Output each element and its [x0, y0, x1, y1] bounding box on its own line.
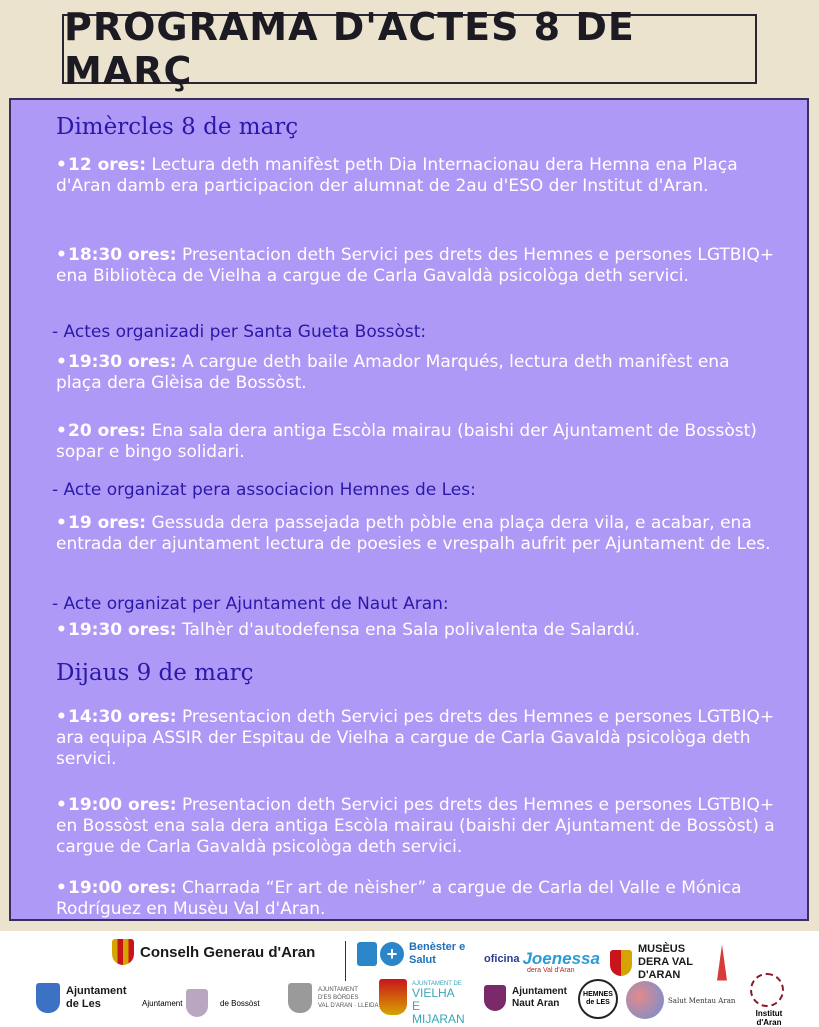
- program-item: [56, 352, 776, 394]
- naut-text: Ajuntament Naut Aran: [512, 986, 567, 1009]
- title-box: [62, 5, 757, 93]
- institut-text: Institut d'Aran: [755, 1009, 783, 1027]
- program-item: [56, 795, 776, 858]
- vielha-text: [412, 981, 465, 1026]
- conselh-logo: [112, 939, 315, 965]
- item-time: 18:30 ores:: [68, 245, 177, 265]
- les-logo: [36, 983, 136, 1013]
- bullet: •: [56, 245, 67, 265]
- vielha-b: VIELHA E MIJARAN: [412, 986, 465, 1026]
- bordes-a: AJUNTAMENT: [318, 987, 358, 993]
- bossost-text-a: Ajuntament: [142, 999, 183, 1008]
- program-item: [56, 513, 776, 555]
- naut-shield-icon: [484, 985, 506, 1011]
- salut-text: Salut Mentau Aran: [668, 997, 736, 1005]
- item-text: Presentacion deth Servici pes drets des Hemnes e persones LGTBIQ+ ara equipa ASSIR der Espitau de Vielha a cargue de Carla Gavaldà psicològa deth servici.: [56, 707, 775, 769]
- program-item: [56, 707, 776, 770]
- item-time: 19:00 ores:: [68, 878, 177, 898]
- benester-logo: [357, 941, 471, 967]
- subheader: - Actes organizadi per Santa Gueta Bossòst:: [52, 322, 427, 342]
- item-time: 14:30 ores:: [68, 707, 177, 727]
- joenessa-prefix: oficina: [484, 953, 520, 965]
- item-text: A cargue deth baile Amador Marqués, lectura deth manifèst ena plaça dera Glèisa de Bossòst.: [56, 352, 730, 393]
- museus-logo: [610, 943, 727, 982]
- museus-text: MUSÈUS DERA VAL D'ARAN: [638, 943, 693, 981]
- item-text: Talhèr d'autodefensa ena Sala polivalenta de Salardú.: [176, 620, 641, 640]
- les-text: Ajuntament de Les: [66, 985, 127, 1010]
- bordes-b: D'ES BÒRDES: [318, 995, 359, 1001]
- day-heading-2: Dijaus 9 de març: [56, 660, 254, 686]
- vielha-a: AJUNTAMENT DE: [412, 981, 462, 987]
- item-text: Presentacion deth Servici pes drets des Hemnes e persones LGTBIQ+ en Bossòst ena sala dera antiga Escòla mairau (baishi der Ajuntament de Bossòst) a cargue de Carla Gavaldà psicològa deth servici.: [56, 795, 775, 857]
- institut-icon: [750, 973, 784, 1007]
- aran-shield-icon: [112, 939, 134, 965]
- bullet: •: [56, 352, 67, 372]
- bullet: •: [56, 421, 67, 441]
- program-item: [56, 245, 776, 287]
- sponsor-footer: [0, 931, 819, 1027]
- item-time: 19:30 ores:: [68, 620, 177, 640]
- bullet: •: [56, 707, 67, 727]
- item-time: 20 ores:: [68, 421, 147, 441]
- brain-icon: [626, 981, 664, 1019]
- les-shield-icon: [36, 983, 60, 1013]
- benester-text: Benèster e Salut: [409, 941, 466, 966]
- item-time: 19 ores:: [68, 513, 147, 533]
- bullet: •: [56, 155, 67, 175]
- shield-icon: [357, 942, 377, 966]
- bordes-text: [318, 986, 379, 1010]
- subheader: - Acte organizat per Ajuntament de Naut Aran:: [52, 594, 449, 614]
- health-cross-icon: +: [380, 942, 404, 966]
- bullet: •: [56, 795, 67, 815]
- bullet: •: [56, 620, 67, 640]
- item-time: 12 ores:: [68, 155, 147, 175]
- bullet: •: [56, 513, 67, 533]
- page-title: PROGRAMA D'ACTES 8 DE MARÇ: [64, 5, 635, 93]
- item-text: Charrada “Er art de nèisher” a cargue de Carla del Valle e Mónica Rodríguez en Musèu Val d'Aran.: [56, 878, 742, 919]
- program-item: [56, 155, 776, 197]
- item-time: 19:00 ores:: [68, 795, 177, 815]
- vielha-shield-icon: [379, 979, 407, 1015]
- program-item: [56, 878, 776, 920]
- item-text: Lectura deth manifèst peth Dia Internacionau dera Hemna ena Plaça d'Aran damb era participacion der alumnat de 2au d'ESO der Institut d'Aran.: [56, 155, 738, 196]
- joenessa-logo: [484, 949, 600, 969]
- museus-shield-icon: [610, 950, 632, 976]
- bordes-shield-icon: [288, 983, 312, 1013]
- conselh-text: Conselh Generau d'Aran: [140, 943, 316, 961]
- bossost-text-b: de Bossòst: [220, 999, 260, 1008]
- item-text: Ena sala dera antiga Escòla mairau (baishi der Ajuntament de Bossòst) sopar e bingo solidari.: [56, 421, 757, 462]
- program-item: [56, 421, 776, 463]
- day-heading-1: Dimèrcles 8 de març: [56, 114, 299, 140]
- item-text: Gessuda dera passejada peth pòble ena plaça dera vila, e acabar, ena entrada der ajuntament lectura de poesies e vrespalh aufrit per Ajuntament de Les.: [56, 513, 771, 554]
- hemnes-logo: HEMNES de LES: [578, 979, 618, 1019]
- naut-logo: [484, 985, 574, 1011]
- item-time: 19:30 ores:: [68, 352, 177, 372]
- divider: [345, 941, 346, 981]
- program-item: [56, 620, 776, 641]
- bordes-c: VAL D'ARAN · LLEIDA: [318, 1003, 379, 1009]
- item-text: Presentacion deth Servici pes drets des Hemnes e persones LGTBIQ+ ena Bibliotèca de Vielha a cargue de Carla Gavaldà psicològa deth servici.: [56, 245, 775, 286]
- joenessa-word: Joenessa: [522, 949, 600, 968]
- subheader: - Acte organizat pera associacion Hemnes de Les:: [52, 480, 476, 500]
- bossost-shield-icon: [186, 989, 208, 1017]
- bullet: •: [56, 878, 67, 898]
- feather-icon: [717, 945, 727, 981]
- joenessa-sub: dera Val d'Aran: [527, 967, 575, 974]
